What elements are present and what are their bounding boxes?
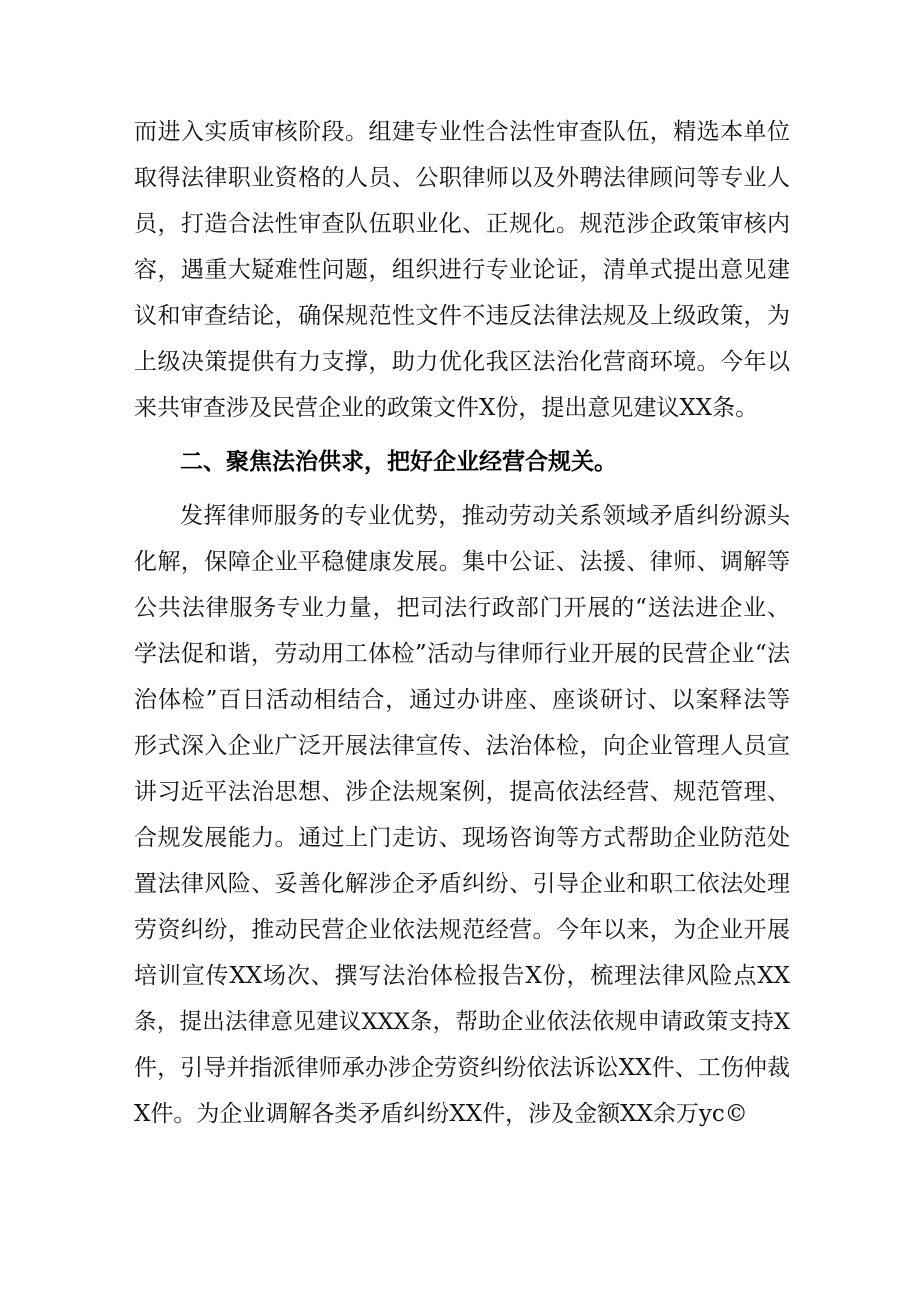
- paragraph-line: 议和审查结论，确保规范性文件不违反法律法规及上级政策，为: [134, 303, 790, 329]
- paragraph-line: 合规发展能力。通过上门走访、现场咨询等方式帮助企业防范处: [134, 825, 790, 851]
- paragraph-line: 学法促和谐，劳动用工体检”活动与律师行业开展的民营企业“法: [134, 641, 790, 667]
- section-heading: 二、聚焦法治供求，把好企业经营合规关。: [180, 449, 617, 475]
- paragraph-line: 容，遇重大疑难性问题，组织进行专业论证，清单式提出意见建: [134, 257, 790, 283]
- paragraph-line: 劳资纠纷，推动民营企业依法规范经营。今年以来，为企业开展: [134, 917, 790, 943]
- paragraph-line: 发挥律师服务的专业优势，推动劳动关系领域矛盾纠纷源头: [180, 503, 790, 529]
- paragraph-line: 讲习近平法治思想、涉企法规案例，提高依法经营、规范管理、: [134, 779, 790, 805]
- paragraph-line: 条，提出法律意见建议XXX条，帮助企业依法依规申请政策支持X: [134, 1009, 790, 1035]
- paragraph-line: 而进入实质审核阶段。组建专业性合法性审查队伍，精选本单位: [134, 119, 790, 145]
- paragraph-line: 员，打造合法性审查队伍职业化、正规化。规范涉企政策审核内: [134, 211, 790, 237]
- paragraph-line: 置法律风险、妥善化解涉企矛盾纠纷、引导企业和职工依法处理: [134, 871, 790, 897]
- paragraph-line: 件，引导并指派律师承办涉企劳资纠纷依法诉讼XX件、工伤仲裁: [134, 1055, 790, 1081]
- paragraph-line: 治体检”百日活动相结合，通过办讲座、座谈研讨、以案释法等: [134, 687, 790, 713]
- paragraph-line: 公共法律服务专业力量，把司法行政部门开展的“送法进企业、: [134, 595, 790, 621]
- paragraph-line: X件。为企业调解各类矛盾纠纷XX件，涉及金额XX余万yc©: [134, 1101, 748, 1127]
- paragraph-line: 取得法律职业资格的人员、公职律师以及外聘法律顾问等专业人: [134, 165, 790, 191]
- paragraph-line: 培训宣传XX场次、撰写法治体检报告X份，梳理法律风险点XX: [134, 963, 790, 989]
- paragraph-line: 上级决策提供有力支撑，助力优化我区法治化营商环境。今年以: [134, 349, 790, 375]
- paragraph-line: 化解，保障企业平稳健康发展。集中公证、法援、律师、调解等: [134, 549, 790, 575]
- paragraph-line: 形式深入企业广泛开展法律宣传、法治体检，向企业管理人员宣: [134, 733, 790, 759]
- paragraph-line: 来共审查涉及民营企业的政策文件X份，提出意见建议XX条。: [134, 395, 759, 421]
